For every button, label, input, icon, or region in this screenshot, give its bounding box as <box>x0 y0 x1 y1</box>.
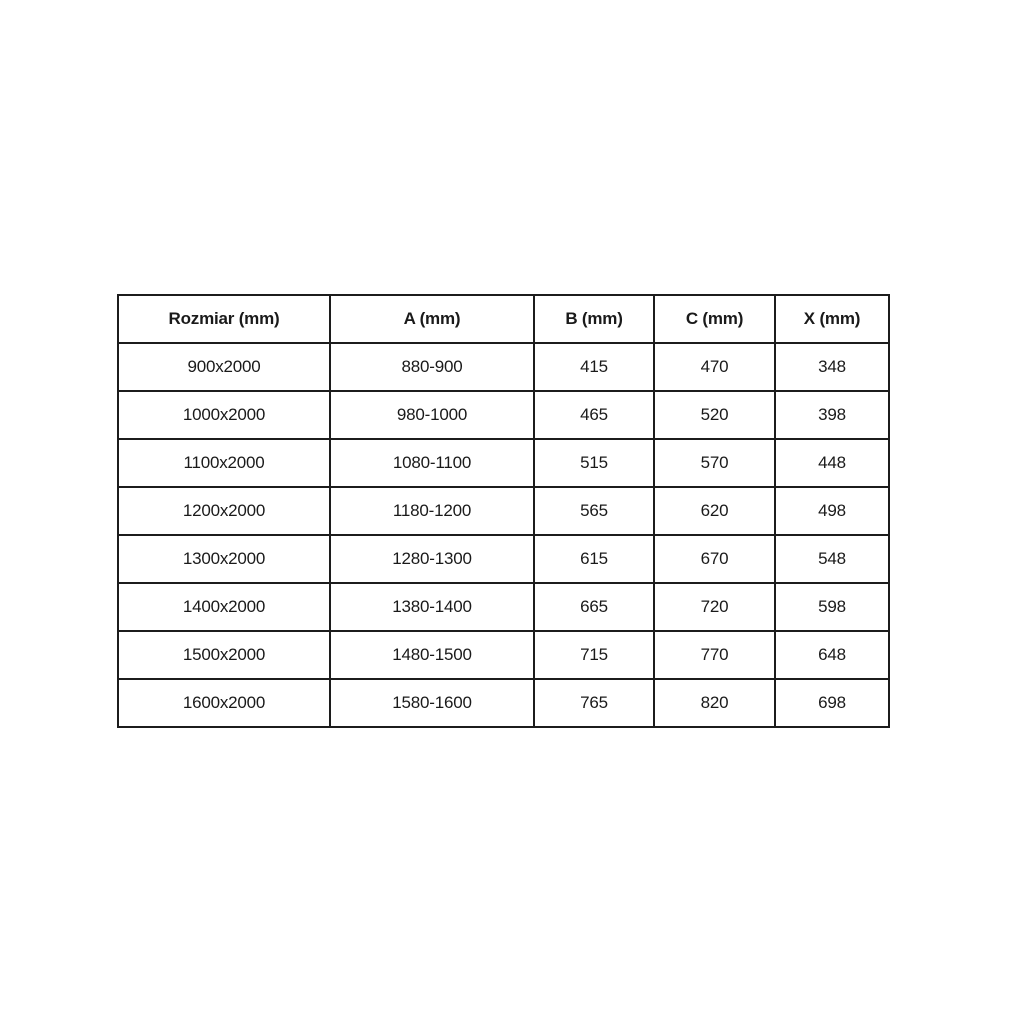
cell-rozmiar: 1200x2000 <box>118 487 330 535</box>
cell-b: 565 <box>534 487 654 535</box>
cell-a: 1380-1400 <box>330 583 534 631</box>
cell-a: 1080-1100 <box>330 439 534 487</box>
cell-c: 720 <box>654 583 775 631</box>
cell-x: 348 <box>775 343 889 391</box>
table-row <box>118 535 889 583</box>
header-cell-b: B (mm) <box>534 295 654 343</box>
cell-c: 670 <box>654 535 775 583</box>
cell-x: 648 <box>775 631 889 679</box>
cell-b: 465 <box>534 391 654 439</box>
cell-x: 398 <box>775 391 889 439</box>
header-cell-x: X (mm) <box>775 295 889 343</box>
cell-a: 980-1000 <box>330 391 534 439</box>
size-specification-table-container <box>117 294 890 728</box>
cell-a: 1280-1300 <box>330 535 534 583</box>
cell-rozmiar: 1100x2000 <box>118 439 330 487</box>
cell-a: 880-900 <box>330 343 534 391</box>
cell-b: 515 <box>534 439 654 487</box>
cell-x: 698 <box>775 679 889 727</box>
cell-b: 665 <box>534 583 654 631</box>
table-header-row <box>118 295 889 343</box>
size-specification-table <box>117 294 890 728</box>
cell-a: 1580-1600 <box>330 679 534 727</box>
header-cell-rozmiar: Rozmiar (mm) <box>118 295 330 343</box>
table-row <box>118 487 889 535</box>
cell-b: 715 <box>534 631 654 679</box>
cell-rozmiar: 1400x2000 <box>118 583 330 631</box>
cell-x: 598 <box>775 583 889 631</box>
header-cell-c: C (mm) <box>654 295 775 343</box>
table-row <box>118 631 889 679</box>
cell-b: 765 <box>534 679 654 727</box>
cell-b: 615 <box>534 535 654 583</box>
cell-rozmiar: 900x2000 <box>118 343 330 391</box>
cell-b: 415 <box>534 343 654 391</box>
cell-c: 820 <box>654 679 775 727</box>
table-row <box>118 343 889 391</box>
cell-c: 520 <box>654 391 775 439</box>
cell-c: 570 <box>654 439 775 487</box>
cell-x: 548 <box>775 535 889 583</box>
cell-rozmiar: 1300x2000 <box>118 535 330 583</box>
cell-c: 770 <box>654 631 775 679</box>
table-row <box>118 679 889 727</box>
table-row <box>118 391 889 439</box>
cell-c: 470 <box>654 343 775 391</box>
table-row <box>118 439 889 487</box>
cell-a: 1480-1500 <box>330 631 534 679</box>
cell-x: 498 <box>775 487 889 535</box>
header-cell-a: A (mm) <box>330 295 534 343</box>
cell-a: 1180-1200 <box>330 487 534 535</box>
cell-rozmiar: 1600x2000 <box>118 679 330 727</box>
cell-rozmiar: 1000x2000 <box>118 391 330 439</box>
cell-c: 620 <box>654 487 775 535</box>
table-row <box>118 583 889 631</box>
cell-rozmiar: 1500x2000 <box>118 631 330 679</box>
cell-x: 448 <box>775 439 889 487</box>
